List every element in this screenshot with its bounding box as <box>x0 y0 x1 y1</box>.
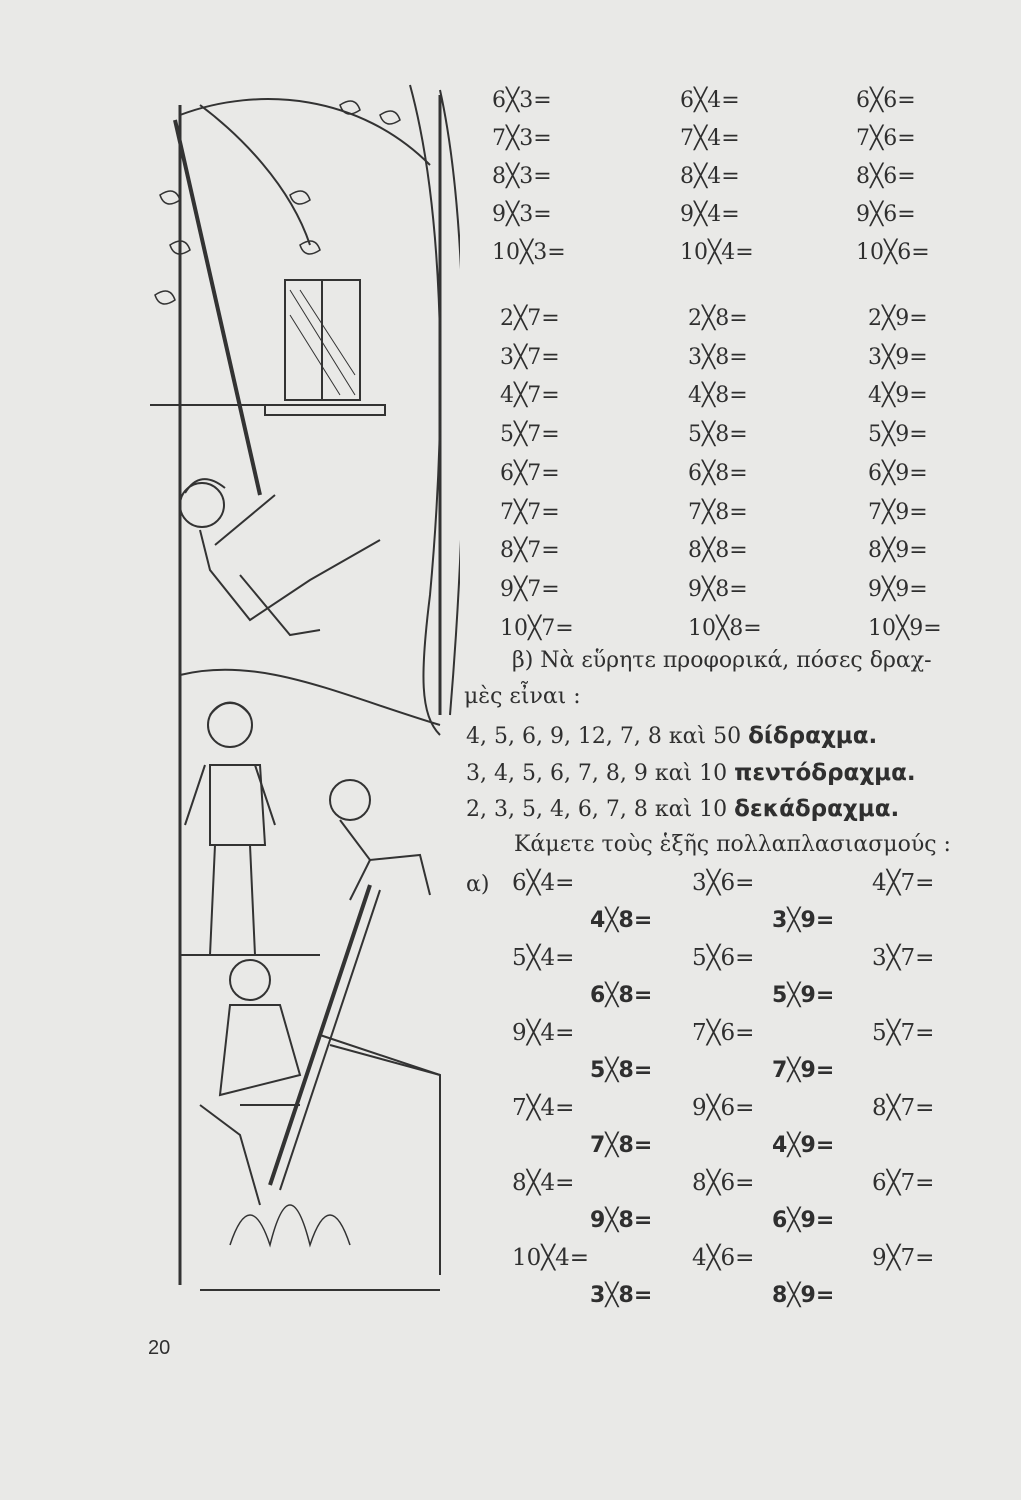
exercise-item-bold: 4╳9= <box>772 1132 835 1158</box>
table-cell: 10╳7= <box>500 615 574 641</box>
table-cell: 8╳7= <box>500 538 560 564</box>
table-cell: 7╳7= <box>500 499 560 525</box>
coin-item-type: πεντόδραχμα. <box>734 760 916 786</box>
exercise-item-bold: 4╳8= <box>590 907 653 933</box>
table-cell: 8╳4= <box>680 164 740 189</box>
children-playing-illustration <box>140 75 460 1320</box>
exercise-item: 9╳6= <box>692 1095 755 1121</box>
table-cell: 4╳8= <box>688 383 748 409</box>
exercise-item: 10╳4= <box>512 1245 590 1271</box>
exercise-item: 3╳7= <box>872 945 935 971</box>
table-cell: 8╳6= <box>856 164 916 189</box>
exercise-item: 8╳6= <box>692 1170 755 1196</box>
exercise-item: 7╳6= <box>692 1020 755 1046</box>
table-cell: 7╳9= <box>868 499 928 525</box>
exercise-item: 7╳4= <box>512 1095 575 1121</box>
table-cell: 7╳6= <box>856 126 916 151</box>
exercise-item: 8╳7= <box>872 1095 935 1121</box>
table-cell: 10╳4= <box>680 240 754 265</box>
table-cell: 8╳8= <box>688 538 748 564</box>
exercise-item-bold: 9╳8= <box>590 1207 653 1233</box>
table-cell: 10╳9= <box>868 615 942 641</box>
table-cell: 10╳3= <box>492 240 566 265</box>
exercise-item: 4╳6= <box>692 1245 755 1271</box>
exercise-item: 8╳4= <box>512 1170 575 1196</box>
coin-item-type: δεκάδραχμα. <box>734 796 900 822</box>
coin-item-numbers: 2, 3, 5, 4, 6, 7, 8 καὶ 10 <box>466 797 728 822</box>
table-cell: 9╳3= <box>492 202 552 227</box>
exercise-item-bold: 3╳8= <box>590 1282 653 1308</box>
exercise-item: 9╳7= <box>872 1245 935 1271</box>
exercise-item: 6╳7= <box>872 1170 935 1196</box>
exercise-item-bold: 5╳8= <box>590 1057 653 1083</box>
coin-item-2 <box>466 760 916 786</box>
exercise-item-bold: 6╳8= <box>590 982 653 1008</box>
section-b-line2: μὲς εἶναι : <box>464 684 581 709</box>
table-cell: 7╳3= <box>492 126 552 151</box>
table-cell: 10╳8= <box>688 615 762 641</box>
table-cell: 6╳4= <box>680 88 740 113</box>
table-cell: 6╳8= <box>688 460 748 486</box>
table-cell: 9╳8= <box>688 576 748 602</box>
table-cell: 9╳9= <box>868 576 928 602</box>
table-cell: 2╳8= <box>688 306 748 331</box>
table-cell: 3╳9= <box>868 344 928 370</box>
table-cell: 9╳4= <box>680 202 740 227</box>
table-cell: 7╳4= <box>680 126 740 151</box>
exercise-item: 5╳7= <box>872 1020 935 1046</box>
exercise-item: 5╳6= <box>692 945 755 971</box>
table-cell: 2╳7= <box>500 306 560 331</box>
table-cell: 8╳9= <box>868 538 928 564</box>
coin-item-3 <box>466 796 899 822</box>
exercise-item-bold: 6╳9= <box>772 1207 835 1233</box>
table-cell: 5╳8= <box>688 422 748 448</box>
table-cell: 8╳3= <box>492 164 552 189</box>
page-number: 20 <box>148 1337 171 1359</box>
exercise-item-bold: 5╳9= <box>772 982 835 1008</box>
coin-item-numbers: 4, 5, 6, 9, 12, 7, 8 καὶ 50 <box>466 724 742 749</box>
table-cell: 3╳8= <box>688 344 748 370</box>
table-cell: 2╳9= <box>868 306 928 331</box>
table-cell: 9╳6= <box>856 202 916 227</box>
table-cell: 3╳7= <box>500 344 560 370</box>
table-cell: 5╳7= <box>500 422 560 448</box>
exercise-label: α) <box>466 872 490 897</box>
exercise-item-bold: 8╳9= <box>772 1282 835 1308</box>
table-cell: 10╳6= <box>856 240 930 265</box>
table-cell: 7╳8= <box>688 499 748 525</box>
table-cell: 6╳9= <box>868 460 928 486</box>
table-cell: 9╳7= <box>500 576 560 602</box>
table-cell: 4╳9= <box>868 383 928 409</box>
table-cell: 6╳7= <box>500 460 560 486</box>
exercise-intro: Κάμετε τοὺς ἑξῆς πολλαπλασιασμούς : <box>514 832 951 857</box>
exercise-item: 4╳7= <box>872 870 935 896</box>
table-cell: 5╳9= <box>868 422 928 448</box>
table-cell: 4╳7= <box>500 383 560 409</box>
exercise-item-bold: 7╳8= <box>590 1132 653 1158</box>
coin-item-1 <box>466 723 877 749</box>
exercise-item: 5╳4= <box>512 945 575 971</box>
coin-item-numbers: 3, 4, 5, 6, 7, 8, 9 καὶ 10 <box>466 761 728 786</box>
table-cell: 6╳6= <box>856 88 916 113</box>
exercise-item: 3╳6= <box>692 870 755 896</box>
exercise-item-bold: 3╳9= <box>772 907 835 933</box>
exercise-item: 6╳4= <box>512 870 575 896</box>
exercise-item: 9╳4= <box>512 1020 575 1046</box>
section-b-line1: β) Νὰ εὕρητε προφορικά, πόσες δραχ- <box>512 648 932 673</box>
coin-item-type: δίδραχμα. <box>748 723 878 749</box>
table-cell: 6╳3= <box>492 88 552 113</box>
exercise-item-bold: 7╳9= <box>772 1057 835 1083</box>
